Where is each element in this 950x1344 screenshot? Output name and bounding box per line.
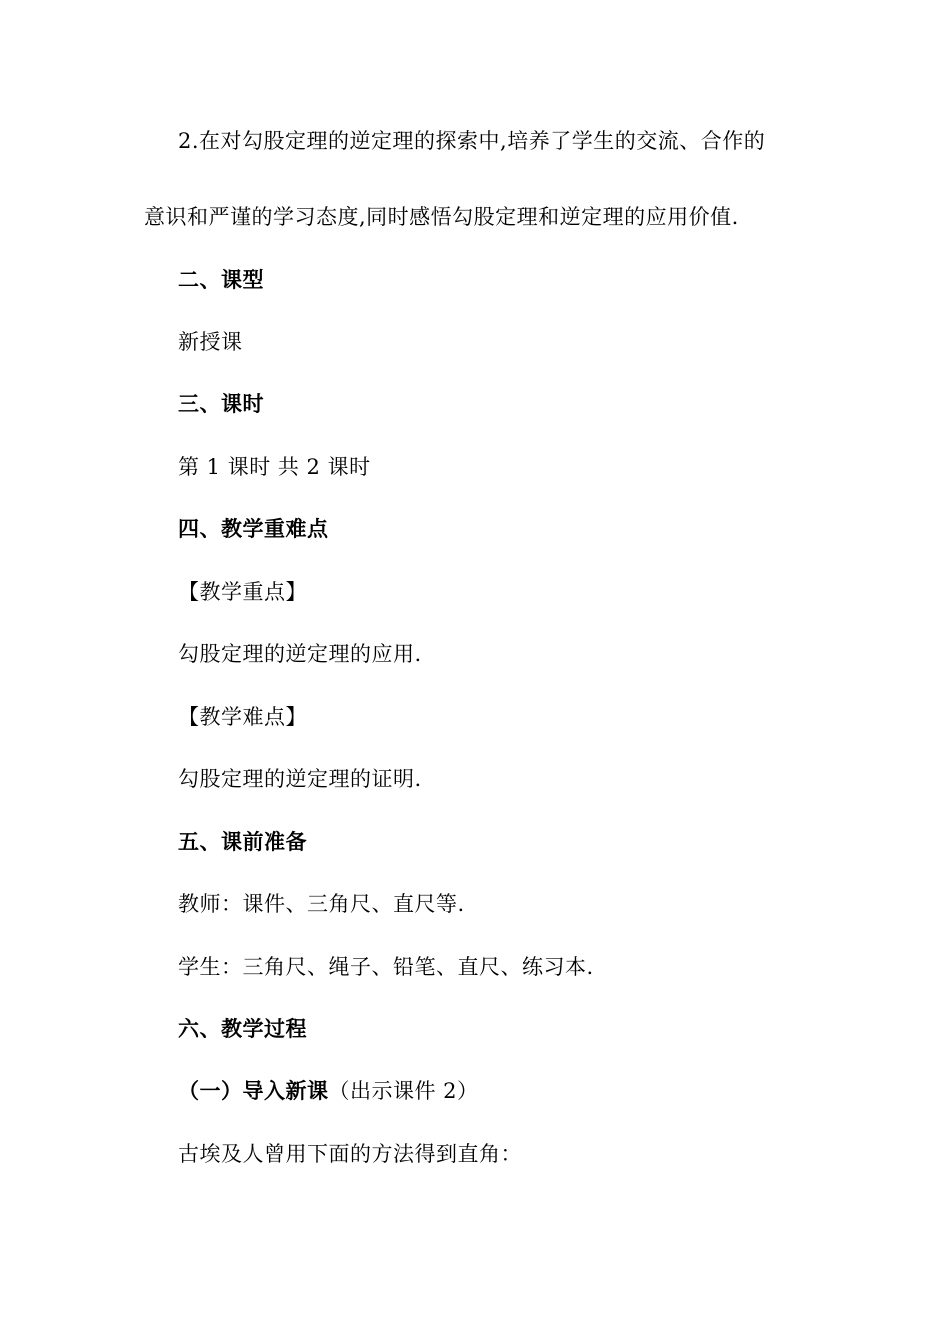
heading-lesson-hours: 三、课时 (178, 392, 264, 416)
lesson-type-text: 新授课 (178, 330, 243, 354)
subheading-introduction-title: （一）导入新课 (178, 1079, 329, 1103)
teaching-focus-text: 勾股定理的逆定理的应用. (178, 642, 422, 666)
introduction-text: 古埃及人曾用下面的方法得到直角： (178, 1142, 522, 1166)
heading-preparation: 五、课前准备 (178, 830, 307, 854)
teaching-focus-label: 【教学重点】 (178, 580, 307, 604)
subheading-introduction-note: （出示课件 2） (328, 1079, 479, 1103)
objective-2-line-2: 意识和严谨的学习态度,同时感悟勾股定理和逆定理的应用价值. (144, 205, 739, 229)
lesson-hours-text: 第 1 课时 共 2 课时 (178, 455, 371, 479)
heading-lesson-type: 二、课型 (178, 268, 264, 292)
teacher-preparation-text: 教师：课件、三角尺、直尺等. (178, 892, 465, 916)
heading-key-points: 四、教学重难点 (178, 517, 329, 541)
teaching-difficulty-label: 【教学难点】 (178, 705, 307, 729)
subheading-introduction (178, 1077, 479, 1105)
heading-teaching-process: 六、教学过程 (178, 1017, 307, 1041)
objective-2-line-1: 2.在对勾股定理的逆定理的探索中,培养了学生的交流、合作的 (178, 129, 766, 153)
teaching-difficulty-text: 勾股定理的逆定理的证明. (178, 767, 422, 791)
student-preparation-text: 学生：三角尺、绳子、铅笔、直尺、练习本. (178, 955, 594, 979)
